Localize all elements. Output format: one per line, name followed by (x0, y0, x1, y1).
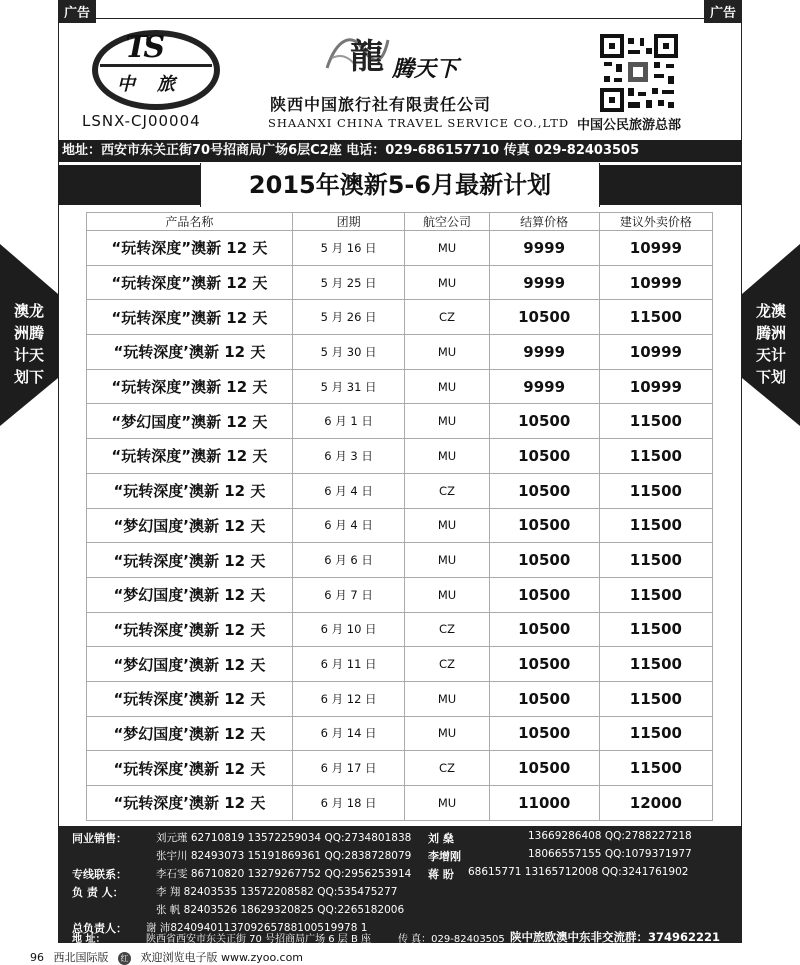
table-row (87, 404, 713, 439)
svg-text:龍: 龍 (350, 37, 384, 77)
cell-date: 6 月 4 日 (292, 508, 405, 543)
cell-date: 6 月 6 日 (292, 543, 405, 578)
cell-date: 6 月 1 日 (292, 404, 405, 439)
cell-airline: MU (405, 265, 489, 300)
cell-settle-price: 10500 (489, 543, 599, 578)
table-row (87, 786, 713, 821)
cell-product: “玩转深度”澳新 12 天 (87, 369, 293, 404)
cell-retail-price: 10999 (599, 335, 712, 370)
cell-settle-price: 10500 (489, 439, 599, 474)
cell-date: 6 月 17 日 (292, 751, 405, 786)
table-row (87, 231, 713, 266)
company-name-en: SHAANXI CHINA TRAVEL SERVICE CO.,LTD (268, 116, 570, 130)
side-left-line: 计天 (13, 346, 44, 364)
tour-plan-table (86, 212, 713, 821)
cell-settle-price: 10500 (489, 577, 599, 612)
cell-retail-price: 11500 (599, 647, 712, 682)
cell-settle-price: 10500 (489, 716, 599, 751)
table-row (87, 508, 713, 543)
cell-date: 6 月 11 日 (292, 647, 405, 682)
chief-label: 总负责人： (72, 922, 127, 935)
cell-date: 6 月 4 日 (292, 473, 405, 508)
cell-airline: MU (405, 335, 489, 370)
cell-retail-price: 11500 (599, 300, 712, 335)
cell-airline: CZ (405, 647, 489, 682)
table-row (87, 369, 713, 404)
side-left-line: 澳龙 (13, 302, 44, 320)
cell-settle-price: 10500 (489, 404, 599, 439)
cell-retail-price: 10999 (599, 231, 712, 266)
cell-airline: CZ (405, 300, 489, 335)
table-row (87, 543, 713, 578)
cell-settle-price: 10500 (489, 508, 599, 543)
union-label: 中国公民旅游总部 (577, 118, 682, 133)
side-right-line: 天计 (755, 346, 786, 364)
cell-settle-price: 10500 (489, 681, 599, 716)
edition-badge-icon: 红 (118, 952, 131, 965)
cell-airline: MU (405, 404, 489, 439)
header-airline: 航空公司 (405, 213, 489, 231)
contact-line: 张宇川 82493073 15191869361 QQ:2838728079 (156, 850, 412, 862)
page-title: 2015年澳新5-6月最新计划 (200, 163, 600, 207)
contact-fax: 传 真：029-82403505 (398, 934, 505, 945)
page-number: 96 (30, 951, 44, 964)
cell-airline: MU (405, 543, 489, 578)
table-row (87, 751, 713, 786)
page-footer (30, 949, 309, 965)
contact-line: 谢 沛8240940113709265788100519978 1 (146, 922, 368, 934)
side-right-line: 腾洲 (755, 324, 786, 342)
edition-label: 西北国际版 (53, 951, 109, 964)
cell-date: 6 月 14 日 (292, 716, 405, 751)
cell-airline: MU (405, 231, 489, 266)
cell-airline: MU (405, 577, 489, 612)
cell-product: “梦幻国度’澳新 12 天 (87, 577, 293, 612)
sales-label: 同业销售： (72, 832, 127, 845)
cell-product: “梦幻国度’澳新 12 天 (87, 716, 293, 751)
side-left-line: 洲腾 (13, 324, 44, 342)
table-header-row (87, 213, 713, 231)
cell-date: 5 月 26 日 (292, 300, 405, 335)
cell-retail-price: 10999 (599, 265, 712, 300)
cell-airline: MU (405, 681, 489, 716)
cell-product: “玩转深度’澳新 12 天 (87, 786, 293, 821)
cell-airline: CZ (405, 473, 489, 508)
head-label: 负 责 人： (72, 886, 124, 899)
header-product: 产品名称 (87, 213, 293, 231)
side-text-right (742, 300, 800, 388)
contact-line: 68615771 13165712008 QQ:3241761902 (468, 866, 689, 878)
cell-date: 5 月 25 日 (292, 265, 405, 300)
table-row (87, 716, 713, 751)
cell-retail-price: 11500 (599, 681, 712, 716)
cell-retail-price: 11500 (599, 577, 712, 612)
cell-retail-price: 11500 (599, 716, 712, 751)
contact-line: 张 帆 82403526 18629320825 QQ:2265182006 (156, 904, 405, 916)
header-date: 团期 (292, 213, 405, 231)
cell-retail-price: 11500 (599, 543, 712, 578)
contact-line: 李 翔 82403535 13572208582 QQ:535475277 (156, 886, 398, 898)
cell-date: 6 月 3 日 (292, 439, 405, 474)
cell-date: 6 月 18 日 (292, 786, 405, 821)
cell-airline: MU (405, 369, 489, 404)
side-right-line: 下划 (755, 368, 786, 386)
contact-address: 陕西省西安市东关正街 70 号招商局广场 6 层 B 座 (146, 934, 372, 945)
cell-airline: CZ (405, 612, 489, 647)
contact-panel (58, 826, 742, 943)
cell-date: 6 月 12 日 (292, 681, 405, 716)
cell-retail-price: 11500 (599, 439, 712, 474)
cell-date: 6 月 7 日 (292, 577, 405, 612)
table-row (87, 300, 713, 335)
side-tab-left-top (0, 244, 58, 294)
address-bar: 地址：西安市东关正街70号招商局广场6层C2座 电话：029-686157710 传真 029-82403505 (58, 140, 742, 162)
cell-settle-price: 10500 (489, 612, 599, 647)
table-row (87, 612, 713, 647)
ad-label-right: 广告 (704, 0, 742, 23)
cell-airline: MU (405, 508, 489, 543)
cell-product: “玩转深度’澳新 12 天 (87, 543, 293, 578)
cell-date: 6 月 10 日 (292, 612, 405, 647)
contact-line: 李石雯 86710820 13279267752 QQ:2956253914 (156, 868, 412, 880)
qr-code-icon (600, 34, 678, 112)
cell-product: “梦幻国度”澳新 12 天 (87, 404, 293, 439)
cell-retail-price: 12000 (599, 786, 712, 821)
contact-name: 李增刚 (428, 850, 461, 863)
cell-product: “玩转深度”澳新 12 天 (87, 265, 293, 300)
table-row (87, 647, 713, 682)
cell-settle-price: 10500 (489, 647, 599, 682)
logo-cn: 中旅 (117, 74, 197, 95)
contact-line: 18066557155 QQ:1079371977 (528, 848, 692, 860)
cell-product: “梦幻国度’澳新 12 天 (87, 647, 293, 682)
company-name-cn: 陕西中国旅行社有限责任公司 (270, 95, 492, 114)
cell-date: 5 月 16 日 (292, 231, 405, 266)
dragon-icon (322, 28, 392, 78)
table-row (87, 681, 713, 716)
side-right-line: 龙澳 (755, 302, 786, 320)
contact-group: 陕中旅欧澳中东非交流群：374962221 (510, 930, 721, 944)
line-label: 专线联系： (72, 868, 127, 881)
license-number: LSNX-CJ00004 (82, 112, 201, 130)
cell-settle-price: 9999 (489, 265, 599, 300)
cell-product: “玩转深度’澳新 12 天 (87, 335, 293, 370)
cell-retail-price: 11500 (599, 751, 712, 786)
cell-settle-price: 9999 (489, 231, 599, 266)
contact-name: 蒋 盼 (428, 868, 454, 881)
cell-settle-price: 11000 (489, 786, 599, 821)
header-retail-price: 建议外卖价格 (599, 213, 712, 231)
table-row (87, 335, 713, 370)
cell-retail-price: 11500 (599, 404, 712, 439)
contact-name: 刘 燊 (428, 832, 454, 845)
cell-settle-price: 10500 (489, 473, 599, 508)
cell-airline: MU (405, 439, 489, 474)
cell-product: “玩转深度’澳新 12 天 (87, 681, 293, 716)
cell-product: “玩转深度”澳新 12 天 (87, 300, 293, 335)
table-row (87, 265, 713, 300)
cell-airline: CZ (405, 751, 489, 786)
table-row (87, 577, 713, 612)
cell-product: “玩转深度’澳新 12 天 (87, 473, 293, 508)
cell-product: “梦幻国度’澳新 12 天 (87, 508, 293, 543)
cell-settle-price: 9999 (489, 335, 599, 370)
side-text-left (0, 300, 58, 388)
cell-date: 5 月 31 日 (292, 369, 405, 404)
contact-line: 13669286408 QQ:2788227218 (528, 830, 692, 842)
cell-date: 5 月 30 日 (292, 335, 405, 370)
contact-line: 刘元瑾 62710819 13572259034 QQ:2734801838 (156, 832, 412, 844)
cell-airline: MU (405, 786, 489, 821)
cell-retail-price: 11500 (599, 508, 712, 543)
header-settle-price: 结算价格 (489, 213, 599, 231)
cell-product: “玩转深度”澳新 12 天 (87, 439, 293, 474)
welcome-text: 欢迎浏览电子版 www.zyoo.com (140, 951, 304, 964)
cell-settle-price: 9999 (489, 369, 599, 404)
table-row (87, 439, 713, 474)
tagline: 腾天下 (392, 56, 459, 82)
side-tab-right-top (742, 244, 800, 294)
cell-product: “玩转深度’澳新 12 天 (87, 612, 293, 647)
table-row (87, 473, 713, 508)
cell-retail-price: 10999 (599, 369, 712, 404)
cell-airline: MU (405, 716, 489, 751)
address-label: 地 址： (72, 934, 106, 945)
ad-label-left: 广告 (58, 0, 96, 23)
cell-retail-price: 11500 (599, 473, 712, 508)
cell-settle-price: 10500 (489, 751, 599, 786)
cell-product: “玩转深度’澳新 12 天 (87, 751, 293, 786)
cell-settle-price: 10500 (489, 300, 599, 335)
logo-ts: TS (125, 30, 161, 65)
side-left-line: 划下 (13, 368, 44, 386)
cell-product: “玩转深度”澳新 12 天 (87, 231, 293, 266)
cell-retail-price: 11500 (599, 612, 712, 647)
